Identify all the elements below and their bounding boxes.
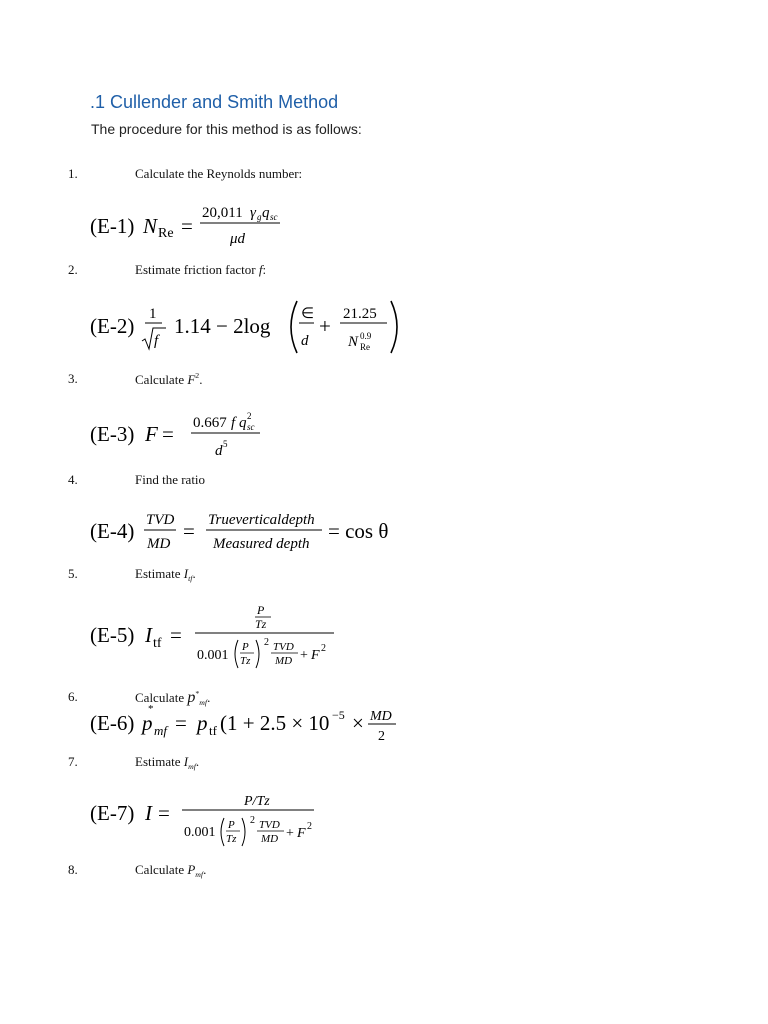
step-number: 3. [68,371,78,386]
step-number: 4. [68,472,78,487]
equation-e2 [90,295,420,362]
svg-text:+: + [319,314,331,338]
svg-text:TVD: TVD [273,641,294,653]
svg-text:d: d [215,443,223,459]
intro-paragraph: The procedure for this method is as follows: [91,121,362,137]
equation-e7 [90,790,330,857]
svg-text:0.001: 0.001 [197,648,229,663]
svg-text:= cos θ: = cos θ [328,519,389,543]
equation-e5 [90,602,350,679]
svg-text:Tz: Tz [240,655,251,667]
svg-text:q: q [239,415,247,431]
svg-text:mf: mf [154,723,167,738]
svg-text:tf: tf [209,723,217,738]
step-text: Calculate $p^*_{mf}$. [135,689,211,708]
svg-text:g: g [257,212,262,222]
svg-text:MD: MD [147,536,171,552]
section-heading: .1 Cullender and Smith Method [90,92,339,112]
svg-text:I: I [145,623,152,647]
svg-text:(E-3): (E-3) [90,422,135,446]
svg-text:(E-5): (E-5) [90,623,135,647]
svg-text:TVD: TVD [259,819,280,831]
svg-text:P/Tz: P/Tz [244,794,270,809]
svg-text:P: P [257,603,265,617]
svg-text:*: * [148,704,154,715]
svg-text:(E-6): (E-6) [90,711,135,735]
svg-text:2: 2 [307,821,312,832]
svg-text:5: 5 [223,439,228,449]
svg-text:γ: γ [250,205,256,221]
svg-text:tf: tf [153,636,162,651]
svg-text:(E-4): (E-4) [90,519,135,543]
svg-text:=: = [162,422,174,446]
svg-text:MD: MD [261,833,279,845]
svg-text:(E-2): (E-2) [90,314,135,338]
svg-text:×: × [352,711,364,735]
svg-text:0.667: 0.667 [193,415,227,431]
svg-text:∈: ∈ [301,306,315,322]
step-text: Estimate $I_{tf}$. [135,566,196,584]
svg-text:p: p [142,711,153,735]
svg-text:Tz: Tz [226,833,237,845]
svg-text:−5: −5 [332,708,345,722]
svg-text:21.25: 21.25 [343,306,377,322]
svg-text:0.9: 0.9 [360,331,372,341]
svg-text:1.14 − 2log: 1.14 − 2log [174,314,271,338]
svg-text:=: = [183,519,195,543]
svg-text:=: = [158,801,170,825]
svg-text:sc: sc [270,212,278,222]
svg-text:2: 2 [250,815,255,826]
svg-text:(E-7): (E-7) [90,801,135,825]
svg-text:2: 2 [264,637,269,648]
svg-text:2: 2 [321,643,326,654]
step-text: Estimate friction factor f: [135,262,267,277]
e1-denominator: μd [230,231,246,247]
svg-text:P: P [228,819,235,831]
svg-text:+: + [286,826,294,841]
equation-tag: (E-1) [90,214,135,238]
step-number: 2. [68,262,78,277]
svg-text:TVD: TVD [146,512,175,528]
svg-text:p: p [197,711,208,735]
svg-text:MD: MD [370,709,392,724]
step-number: 1. [68,166,78,181]
svg-text:F: F [311,648,320,663]
svg-text:d: d [301,333,309,349]
step-text: Estimate $I_{mf}$. [135,754,200,772]
svg-text:f: f [231,415,236,431]
svg-text:1: 1 [149,306,157,322]
e1-numerator: 20,011 [202,205,243,221]
svg-text:q: q [262,205,270,221]
svg-text:Measured depth: Measured depth [213,536,310,552]
svg-text:N: N [348,334,359,350]
svg-text:2: 2 [247,411,252,421]
svg-text:f: f [154,333,159,349]
svg-text:=: = [170,623,182,647]
svg-text:=: = [175,711,187,735]
svg-text:Tz: Tz [255,617,267,631]
svg-text:F: F [297,826,306,841]
svg-text:2: 2 [378,729,385,744]
step-text: Calculate the Reynolds number: [135,166,303,181]
svg-text:(1 + 2.5 × 10: (1 + 2.5 × 10 [220,711,330,735]
equation-e4 [90,508,420,561]
equation-e3 [90,408,270,469]
svg-text:0.001: 0.001 [184,825,216,840]
svg-text:P: P [242,641,249,653]
equation-e1 [90,200,300,255]
svg-text:+: + [300,648,308,663]
svg-text:Re: Re [158,226,174,241]
svg-text:sc: sc [247,422,255,432]
step-number: 5. [68,566,78,581]
svg-text:F: F [145,422,158,446]
step-number: 6. [68,689,78,704]
step-number: 7. [68,754,78,769]
step-text: Find the ratio [135,472,206,487]
svg-text:Trueverticaldepth: Trueverticaldepth [208,512,315,528]
equation-e6 [90,704,410,751]
svg-text:Re: Re [360,342,370,352]
svg-text:=: = [181,214,193,238]
svg-text:I: I [145,801,152,825]
svg-text:N: N [143,214,158,238]
svg-text:MD: MD [275,655,293,667]
step-text: Calculate $F^2$. [135,371,203,387]
step-text: Calculate $P_{mf}$. [135,862,207,880]
step-number: 8. [68,862,78,877]
